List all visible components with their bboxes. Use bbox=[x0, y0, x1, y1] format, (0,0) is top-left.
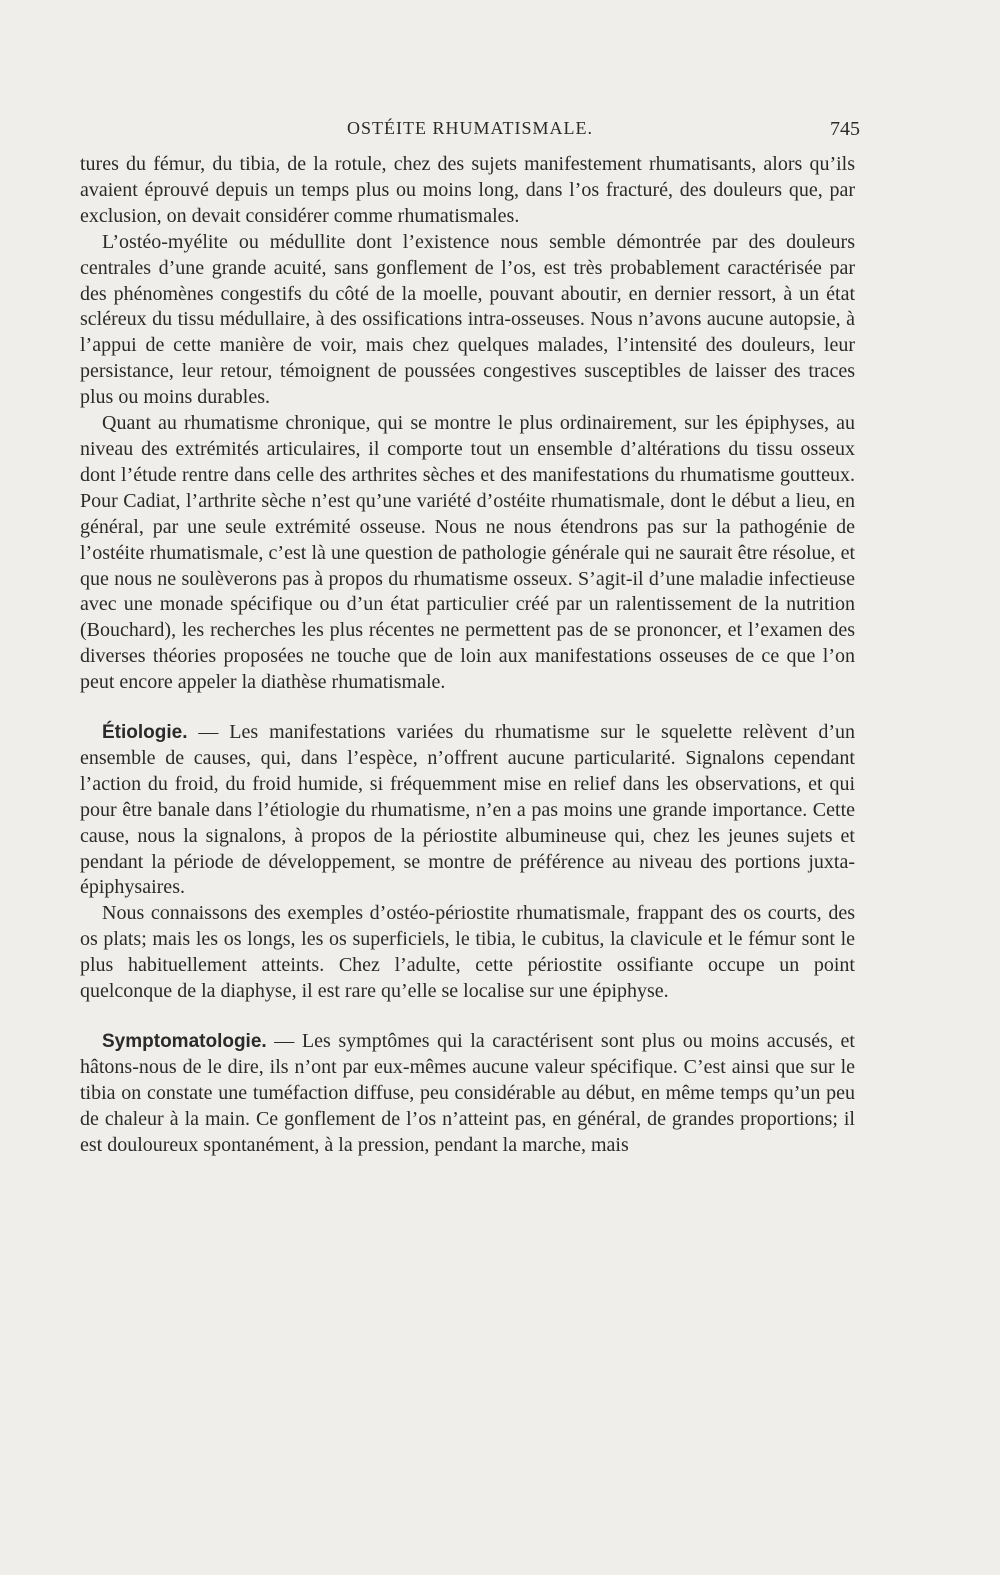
paragraph-exemples: Nous connaissons des exemples d’ostéo-périostite rhumatismale, frappant des os courts, des os plats; mais les os longs, les os superficiels, le tibia, le cubitus, la clavicule et le fémur sont le plus habituellement atteints. Chez l’adulte, cette périostite ossifiante occupe un point quelconque de la diaphyse, il est rare qu’elle se localise sur une épiphyse. bbox=[80, 902, 855, 1003]
running-title: OSTÉITE RHUMATISMALE. bbox=[347, 118, 593, 138]
running-head bbox=[80, 118, 860, 144]
paragraph-rhumatisme-chronique: Quant au rhumatisme chronique, qui se montre le plus ordinairement, sur les épiphyses, au niveau des extrémités articulaires, il comporte tout un ensemble d’altérations du tissu osseux dont l’étude rentre dans celle des arthrites sèches et des manifestations du rhumatisme goutteux. Pour Cadiat, l’arthrite sèche n’est qu’une variété d’ostéite rhumatismale, dont le début a lieu, en général, par une seule extrémité osseuse. Nous ne nous étendrons pas sur la pathogénie de l’ostéite rhumatismale, c’est là une question de pathologie générale qui ne saurait être résolue, et que nous ne soulèverons pas à propos du rhumatisme osseux. S’agit-il d’une maladie infectieuse avec une monade spécifique ou d’un état particulier créé par un ralentissement de la nutrition (Bouchard), les recherches les plus récentes ne permettent pas de se prononcer, et l’examen des diverses théories proposées ne touche que de loin aux manifestations osseuses de ce que l’on peut encore appeler la diathèse rhumatismale. bbox=[80, 412, 855, 694]
paragraph-osteomyelite: L’ostéo-myélite ou médullite dont l’existence nous semble démontrée par des douleurs centrales d’une grande acuité, sans gonflement de l’os, est très probablement caractérisée par des phénomènes congestifs du côté de la moelle, pouvant aboutir, en dernier ressort, à un état scléreux du tissu médullaire, à des ossifications intra-osseuses. Nous n’avons aucune autopsie, à l’appui de cette manière de voir, mais chez quelques malades, l’intensité des douleurs, leur persistance, leur retour, témoignent de poussées congestives susceptibles de laisser des traces plus ou moins durables. bbox=[80, 230, 855, 409]
body-text bbox=[80, 152, 855, 1159]
section-heading-etiologie: Étiologie. bbox=[102, 722, 188, 744]
section-text-etiologie: — Les manifestations variées du rhumatisme sur le squelette relèvent d’un ensemble de causes, qui, dans l’espèce, n’offrent aucune particularité. Signalons cependant l’action du froid, du froid humide, si fréquemment mise en relief dans les observations, et qui pour être banale dans l’étiologie du rhumatisme, n’en a pas moins une grande importance. Cette cause, nous la signalons, à propos de la périostite albumineuse qui, chez les jeunes sujets et pendant la période de développement, se montre de préférence au niveau des portions juxta-épiphysaires. bbox=[80, 721, 855, 899]
section-etiologie bbox=[80, 720, 855, 901]
section-heading-symptomatologie: Symptomatologie. bbox=[102, 1031, 267, 1052]
section-text-symptomatologie: — Les symptômes qui la caractérisent sont plus ou moins accusés, et hâtons-nous de le dire, ils n’ont par eux-mêmes aucune valeur spécifique. C’est ainsi que sur le tibia on constate une tuméfaction diffuse, peu considérable au début, en même temps qu’un peu de chaleur à la main. Ce gonflement de l’os n’atteint pas, en général, de grandes proportions; il est douloureux spontanément, à la pression, pendant la marche, mais bbox=[80, 1030, 855, 1156]
paragraph-continuation: tures du fémur, du tibia, de la rotule, chez des sujets manifestement rhumatisants, alors qu’ils avaient éprouvé depuis un temps plus ou moins long, dans l’os fracturé, des douleurs que, par exclusion, on devait considérer comme rhumatismales. bbox=[80, 153, 855, 227]
page-number: 745 bbox=[830, 118, 860, 140]
section-symptomatologie bbox=[80, 1029, 855, 1159]
